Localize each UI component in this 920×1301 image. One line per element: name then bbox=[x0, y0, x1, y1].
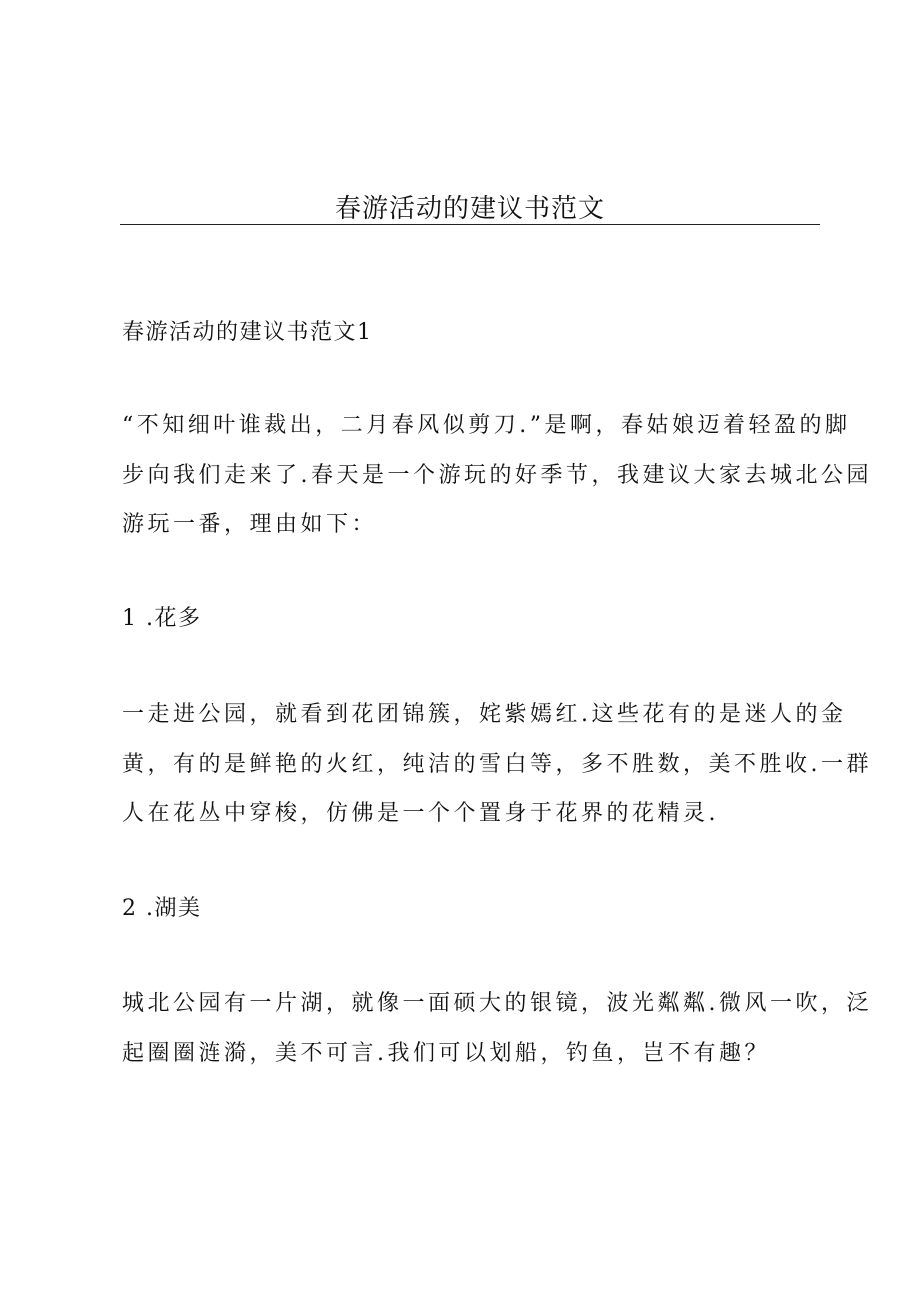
point-1-line-1: 一走进公园，就看到花团锦簇，姹紫嫣红.这些花有的是迷人的金 bbox=[122, 702, 847, 727]
point-2-heading: 2 .湖美 bbox=[122, 896, 202, 921]
document-title: 春游活动的建议书范文 bbox=[334, 194, 605, 224]
point-1-line-3: 人在花丛中穿梭，仿佛是一个个置身于花界的花精灵. bbox=[122, 801, 719, 826]
intro-line-2: 步向我们走来了.春天是一个游玩的好季节，我建议大家去城北公园 bbox=[122, 463, 872, 488]
intro-line-3: 游玩一番，理由如下： bbox=[122, 512, 378, 537]
intro-line-1: “不知细叶谁裁出，二月春风似剪刀.”是啊，春姑娘迈着轻盈的脚 bbox=[122, 413, 851, 438]
point-1-line-2: 黄，有的是鲜艳的火红，纯洁的雪白等，多不胜数，美不胜收.一群 bbox=[122, 752, 872, 777]
title-underline bbox=[120, 224, 820, 225]
section-heading: 春游活动的建议书范文1 bbox=[122, 320, 373, 345]
point-2-line-1: 城北公园有一片湖，就像一面硕大的银镜，波光粼粼.微风一吹，泛 bbox=[122, 991, 872, 1016]
point-1-heading: 1 .花多 bbox=[122, 606, 202, 631]
point-2-line-2: 起圈圈涟漪，美不可言.我们可以划船，钓鱼，岂不有趣？ bbox=[122, 1041, 770, 1066]
